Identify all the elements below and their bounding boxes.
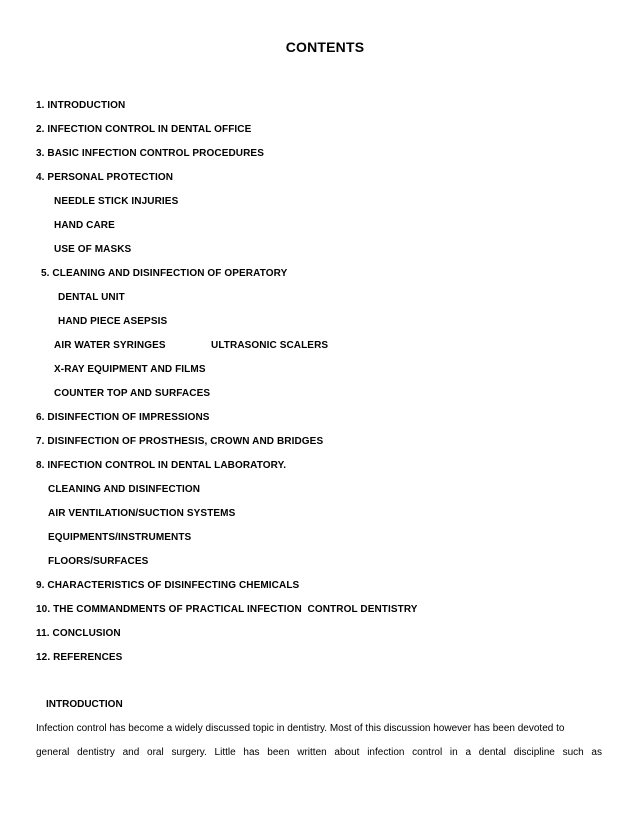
- toc-subitem-dental-unit: DENTAL UNIT: [58, 292, 125, 303]
- toc-item-basic-procedures: 3. BASIC INFECTION CONTROL PROCEDURES: [36, 148, 264, 159]
- paragraph-line: general dentistry and oral surgery. Little has been written about infection control in a dental discipline such as: [36, 747, 602, 758]
- toc-subitem-cleaning-disinfection: CLEANING AND DISINFECTION: [48, 484, 201, 495]
- toc-item-conclusion: 11. CONCLUSION: [36, 628, 121, 639]
- toc-item-commandments: 10. THE COMMANDMENTS OF PRACTICAL INFECTION CONTROL DENTISTRY: [36, 604, 418, 615]
- toc-subitem-air-water-syringes: AIR WATER SYRINGES: [54, 340, 166, 351]
- toc-subitem-hand-piece-asepsis: HAND PIECE ASEPSIS: [58, 316, 168, 327]
- paragraph-line: Infection control has become a widely discussed topic in dentistry. Most of this discussion however has been devoted to: [36, 723, 565, 734]
- toc-item-references: 12. REFERENCES: [36, 652, 123, 663]
- toc-item-disinfection-impressions: 6. DISINFECTION OF IMPRESSIONS: [36, 412, 210, 423]
- toc-subitem-air-ventilation: AIR VENTILATION/SUCTION SYSTEMS: [48, 508, 236, 519]
- introduction-heading: INTRODUCTION: [46, 699, 123, 710]
- toc-subitem-hand-care: HAND CARE: [54, 220, 115, 231]
- toc-subitem-ultrasonic-scalers: ULTRASONIC SCALERS: [211, 340, 329, 351]
- page-title: CONTENTS: [285, 39, 365, 55]
- toc-subitem-use-of-masks: USE OF MASKS: [54, 244, 132, 255]
- toc-item-introduction: 1. INTRODUCTION: [36, 100, 126, 111]
- toc-item-disinfecting-chemicals: 9. CHARACTERISTICS OF DISINFECTING CHEMICALS: [36, 580, 300, 591]
- toc-subitem-counter-top: COUNTER TOP AND SURFACES: [54, 388, 211, 399]
- toc-item-infection-control-dental-office: 2. INFECTION CONTROL IN DENTAL OFFICE: [36, 124, 252, 135]
- toc-item-dental-laboratory: 8. INFECTION CONTROL IN DENTAL LABORATORY.: [36, 460, 287, 471]
- toc-item-personal-protection: 4. PERSONAL PROTECTION: [36, 172, 174, 183]
- toc-subitem-floors: FLOORS/SURFACES: [48, 556, 149, 567]
- toc-subitem-xray-equipment: X-RAY EQUIPMENT AND FILMS: [54, 364, 206, 375]
- toc-subitem-equipments: EQUIPMENTS/INSTRUMENTS: [48, 532, 192, 543]
- toc-item-disinfection-prosthesis: 7. DISINFECTION OF PROSTHESIS, CROWN AND BRIDGES: [36, 436, 324, 447]
- toc-subitem-needle-stick: NEEDLE STICK INJURIES: [54, 196, 179, 207]
- toc-item-cleaning-operatory: 5. CLEANING AND DISINFECTION OF OPERATORY: [41, 268, 288, 279]
